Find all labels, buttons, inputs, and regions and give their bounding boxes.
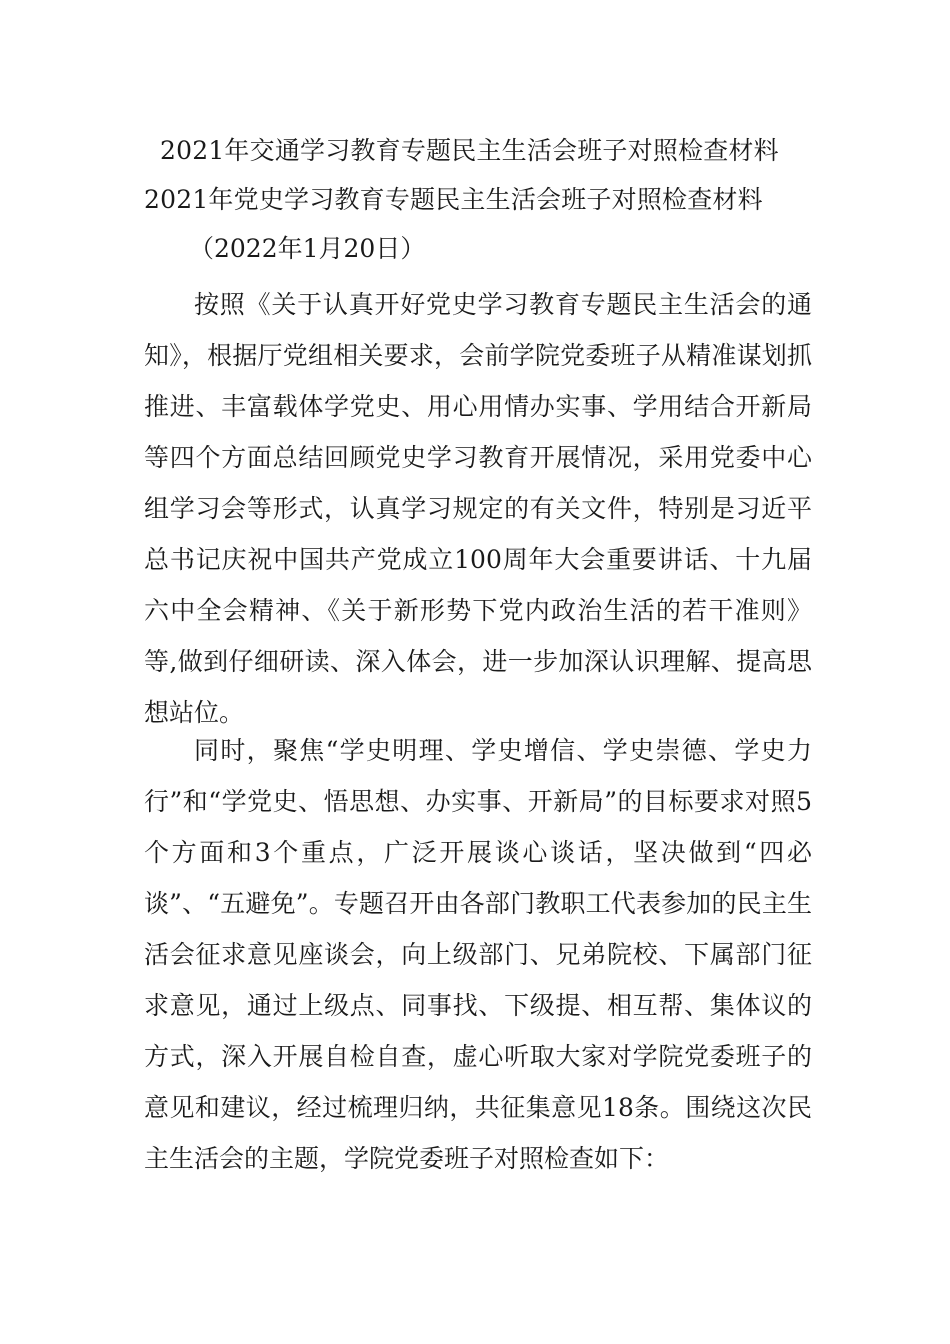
body-paragraph-2: 同时，聚焦“学史明理、学史增信、学史崇德、学史力行”和“学党史、悟思想、办实事、开新局”的目标要求对照5个方面和3个重点，广泛开展谈心谈话，坚决做到“四必谈”、“五避免”。专题召开由各部门教职工代表参加的民主生活会征求意见座谈会，向上级部门、兄弟院校、下属部门征求意见，通过上级点、同事找、下级提、相互帮、集体议的方式，深入开展自检自查，虚心听取大家对学院党委班子的意见和建议，经过梳理归纳，共征集意见18条。围绕这次民主生活会的主题，学院党委班子对照检查如下：: [144, 736, 812, 1173]
document-title-line-1: 2021年交通学习教育专题民主生活会班子对照检查材料: [160, 136, 779, 165]
body-paragraph-1: 按照《关于认真开好党史学习教育专题民主生活会的通知》，根据厅党组相关要求，会前学院党委班子从精准谋划抓推进、丰富载体学党史、用心用情办实事、学用结合开新局等四个方面总结回顾党史学习教育开展情况，采用党委中心组学习会等形式，认真学习规定的有关文件，特别是习近平总书记庆祝中国共产党成立100周年大会重要讲话、十九届六中全会精神、《关于新形势下党内政治生活的若干准则》等,做到仔细研读、深入体会，进一步加深认识理解、提高思想站位。: [144, 290, 812, 727]
document-title-line-2: 2021年党史学习教育专题民主生活会班子对照检查材料: [144, 185, 763, 214]
document-date: （2022年1月20日）: [189, 234, 426, 263]
